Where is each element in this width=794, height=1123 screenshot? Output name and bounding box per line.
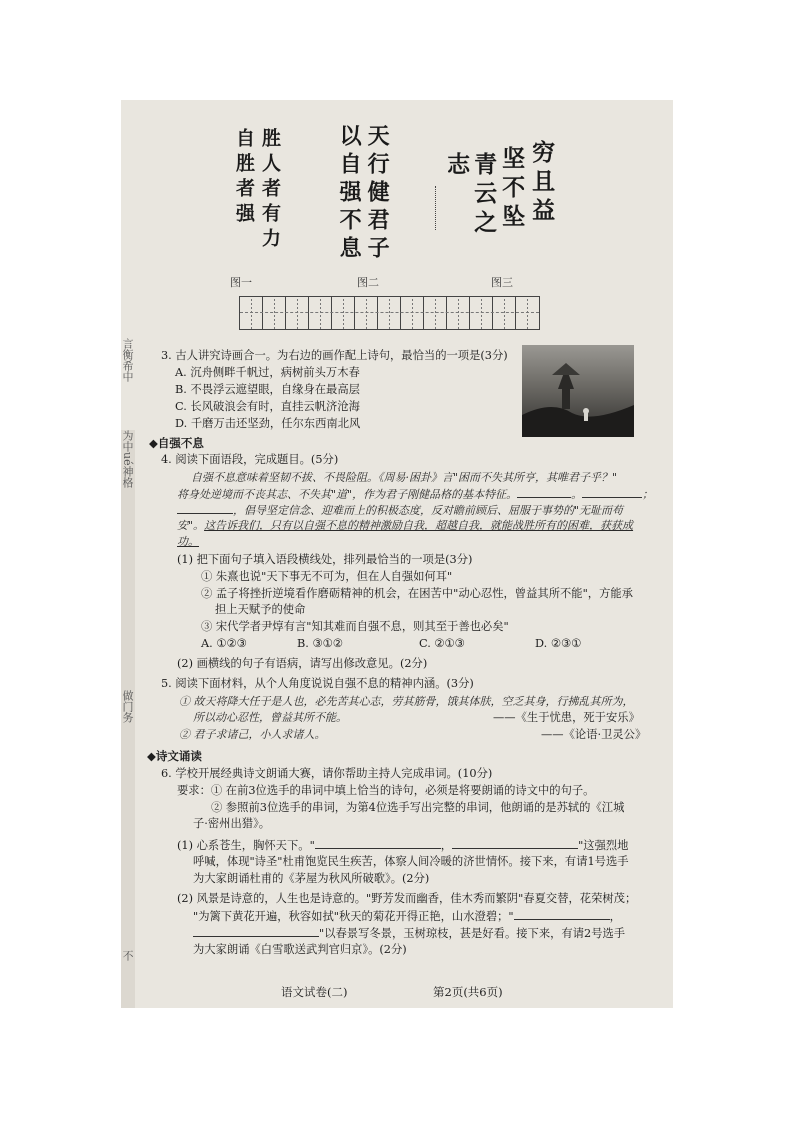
q3-stem: 3. 古人讲究诗画合一。为右边的画作配上诗句，最恰当的一项是(3分) (161, 349, 508, 362)
caption-fig2: 图二 (357, 276, 379, 289)
q4-sub2: (2) 画横线的句子有语病，请写出修改意见。(2分) (177, 657, 428, 670)
q6-req-2-cont: 子·密州出猎》。 (193, 817, 271, 830)
grid-cell[interactable] (240, 297, 263, 329)
grid-cell[interactable] (424, 297, 447, 329)
q4-item-1: ① 朱熹也说"天下事无不可为，但在人自强如何耳" (201, 570, 453, 583)
q5-material-2: ② 君子求诸己，小人求诸人。 (179, 728, 326, 741)
footer-page-number: 第2页(共6页) (433, 985, 503, 999)
s1-blank-2[interactable] (452, 837, 578, 849)
q5-source-2: ——《论语·卫灵公》 (541, 728, 647, 741)
q4-item-3: ③ 宋代学者尹焞有言"知其难而自强不息，则其至于善也必矣" (201, 620, 509, 633)
q6-s1-line: (1) 心系苍生，胸怀天下。" ， "这强烈地 (177, 839, 629, 852)
q6-s2-line: (2) 风景是诗意的，人生也是诗意的。"野芳发而幽香，佳木秀而繁阴"春夏交替，花荣树茂； (177, 892, 637, 905)
blank-3[interactable] (177, 502, 233, 514)
calligraphy-fig3-col-c: 青云之 (470, 152, 498, 239)
q4-passage-line: 将身处逆境而不丧其志、不失其"道"，作为君子刚健品格的基本特征。 。 ； (177, 488, 654, 501)
s2-blank-1[interactable] (514, 908, 610, 920)
grid-cell[interactable] (470, 297, 493, 329)
calligraphy-fig3-col-a: 穷且益 (528, 140, 556, 227)
q6-stem: 6. 学校开展经典诗文朗诵大赛，请你帮助主持人完成串词。(10分) (161, 767, 493, 780)
section-heading-ziqiang: ◆自强不息 (149, 436, 204, 450)
q6-req-1: 要求：① 在前3位选手的串词中填上恰当的诗句，必须是将要朗诵的诗文中的句子。 (177, 784, 595, 797)
q4-passage-line: 功。 (177, 535, 199, 548)
grid-cell[interactable] (309, 297, 332, 329)
blank-1[interactable] (517, 486, 571, 498)
section-heading-shiwen: ◆诗文诵读 (147, 749, 202, 763)
q5-material-1: ① 故天将降大任于是人也，必先苦其心志，劳其筋骨，饿其体肤，空乏其身，行拂乱其所为， (179, 695, 634, 708)
exam-page (121, 100, 673, 1008)
caption-fig3: 图三 (491, 276, 513, 289)
grid-cell[interactable] (378, 297, 401, 329)
calligraphy-fig1-col-b: 自胜者强 (232, 128, 255, 228)
q6-req-2: ② 参照前3位选手的串词，为第4位选手写出完整的串词，他朗诵的是苏轼的《江城 (211, 801, 625, 814)
grid-cell[interactable] (286, 297, 309, 329)
q4-choice-a[interactable]: A. ①②③ (201, 637, 247, 650)
calligraphy-fig1-col-a: 胜人者有力 (258, 128, 281, 253)
answer-grid[interactable] (239, 296, 540, 330)
q4-underlined-sentence: 这告诉我们，只有以自强不息的精神激励自我，超越自我，就能战胜所有的困难，获获成 (204, 519, 634, 532)
q3-option-a[interactable]: A. 沉舟侧畔千帆过，病树前头万木春 (175, 366, 360, 379)
q5-source-1: ——《生于忧患，死于安乐》 (493, 711, 640, 724)
q4-passage-line: 自强不息意味着坚韧不拔、不畏险阻。《周易·困卦》言"困而不失其所亨，其唯君子乎？" (191, 471, 618, 484)
s1-blank-1[interactable] (315, 837, 441, 849)
edge-text: 不 (121, 950, 134, 961)
caption-fig1: 图一 (230, 276, 252, 289)
calligraphy-fig3-col-d: 志 (443, 152, 471, 181)
q6-s2-line: 为大家朗诵《白雪歌送武判官归京》。(2分) (193, 943, 407, 956)
grid-cell[interactable] (263, 297, 286, 329)
q4-item-2: ② 孟子将挫折逆境看作磨砺精神的机会，在困苦中"动心忍性，曾益其所不能"，方能承 (201, 587, 633, 600)
q6-s2-line: "为篱下黄花开遍，秋容如拭"秋天的菊花开得正艳，山水澄碧；" ， (193, 910, 621, 923)
q4-choice-b[interactable]: B. ③①② (297, 637, 343, 650)
q4-sub1: (1) 把下面句子填入语段横线处，排列最恰当的一项是(3分) (177, 553, 473, 566)
q5-material-1-cont: 所以动心忍性，曾益其所不能。 (193, 711, 347, 724)
q4-choice-d[interactable]: D. ②③① (535, 637, 582, 650)
calligraphy-fig2-col-a: 天行健君子 (364, 124, 391, 264)
edge-text: 做门务 (121, 690, 134, 723)
q6-s2-line: "以春景写冬景，玉树琼枝，甚是好看。接下来，有请2号选手 (193, 925, 625, 941)
grid-cell[interactable] (447, 297, 470, 329)
grid-cell[interactable] (332, 297, 355, 329)
landscape-painting (522, 345, 634, 437)
grid-cell[interactable] (355, 297, 378, 329)
q4-passage-line: ，倡导坚定信念、迎难而上的积极态度，反对瞻前顾后、屈服于事势的"无耻而苟 (177, 502, 623, 518)
calligraphy-fig2-col-b: 以自强不息 (336, 124, 363, 264)
calligraphy-fig3-col-b: 坚不坠 (498, 146, 526, 233)
q3-option-d[interactable]: D. 千磨万击还坚劲，任尔东西南北风 (175, 417, 361, 430)
grid-cell[interactable] (516, 297, 539, 329)
q3-option-c[interactable]: C. 长风破浪会有时，直挂云帆济沧海 (175, 400, 360, 413)
footer-paper-title: 语文试卷(二) (281, 985, 348, 999)
q4-passage-line: 安"。这告诉我们，只有以自强不息的精神激励自我，超越自我，就能战胜所有的困难，获获成 (177, 519, 634, 532)
seal-inscription-mark (435, 186, 439, 230)
q6-s1-line: 呼喊，体现"诗圣"杜甫饱览民生疾苦，体察人间冷暖的济世情怀。接下来，有请1号选手 (193, 855, 629, 868)
edge-text: 言衡希中 (121, 338, 134, 382)
q3-option-b[interactable]: B. 不畏浮云遮望眼，自缘身在最高层 (175, 383, 360, 396)
q4-choice-c[interactable]: C. ②①③ (419, 637, 465, 650)
s2-blank-2[interactable] (193, 925, 319, 937)
q4-stem: 4. 阅读下面语段，完成题目。(5分) (161, 453, 339, 466)
grid-cell[interactable] (493, 297, 516, 329)
blank-2[interactable] (582, 486, 642, 498)
grid-cell[interactable] (401, 297, 424, 329)
q5-stem: 5. 阅读下面材料，从个人角度说说自强不息的精神内涵。(3分) (161, 677, 474, 690)
q4-item-2-cont: 担上天赋予的使命 (215, 603, 306, 616)
edge-text: 为中ué神格 (121, 430, 134, 488)
q6-s1-line: 为大家朗诵杜甫的《茅屋为秋风所破歌》。(2分) (193, 872, 430, 885)
